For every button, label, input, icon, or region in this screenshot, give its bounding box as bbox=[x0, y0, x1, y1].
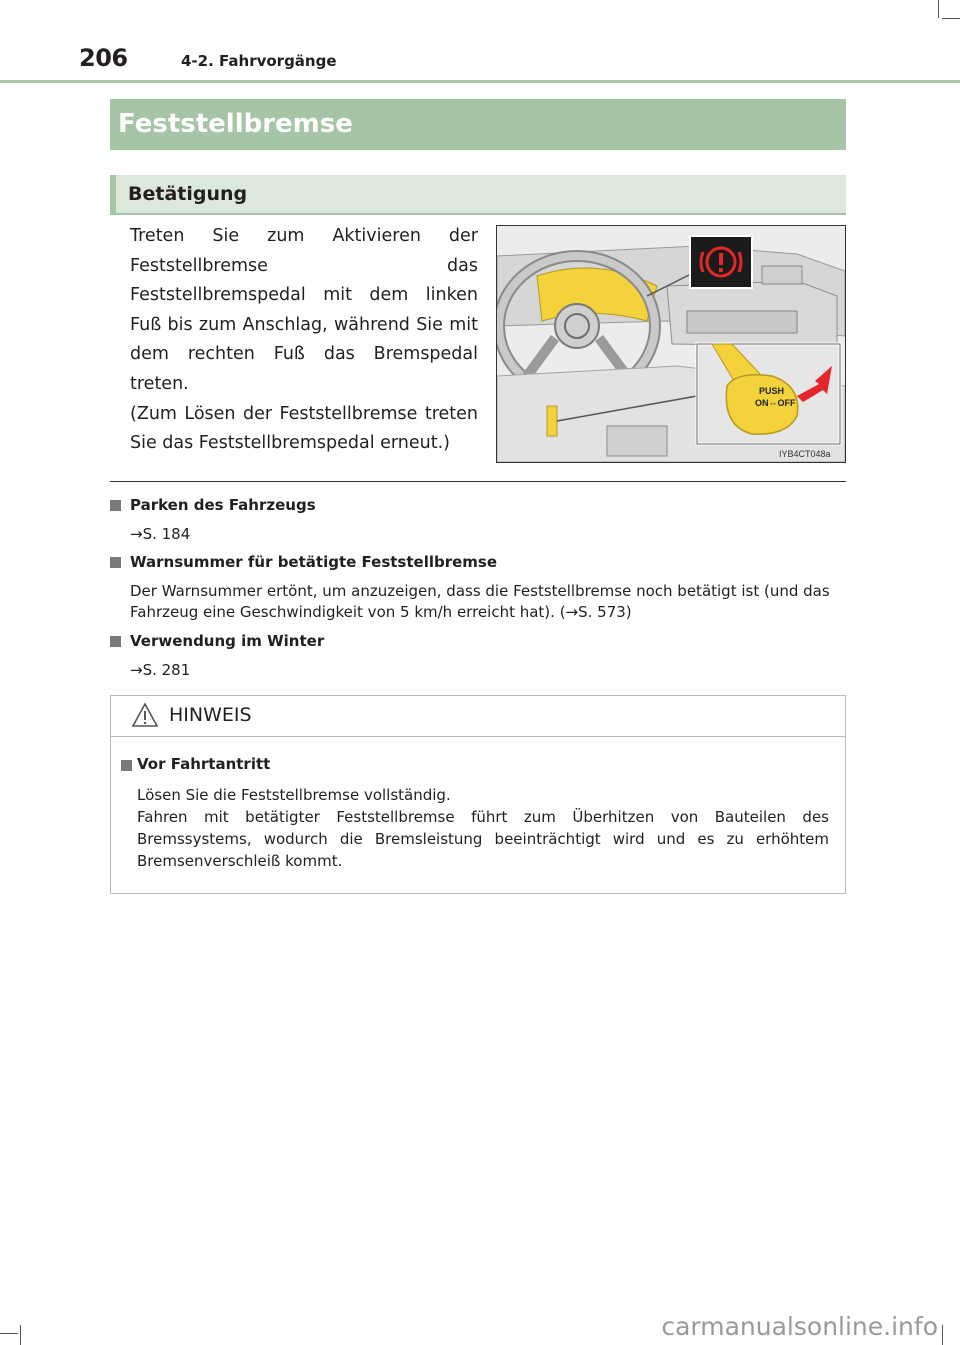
crop-mark bbox=[20, 1325, 21, 1345]
crop-mark bbox=[0, 1333, 18, 1334]
header-rule bbox=[0, 80, 960, 83]
section-divider bbox=[110, 481, 846, 482]
crop-mark bbox=[942, 1325, 943, 1345]
warning-triangle-icon bbox=[131, 702, 159, 728]
pedal-small bbox=[547, 406, 557, 436]
info-item-title: Warnsummer für betätigte Feststellbremse bbox=[130, 553, 498, 571]
crop-mark bbox=[942, 18, 960, 19]
square-bullet-icon bbox=[110, 500, 121, 511]
info-item-text: →S. 184 bbox=[130, 525, 191, 543]
pedal-label-onoff: ON⇔OFF bbox=[755, 398, 796, 408]
section-title-bar bbox=[110, 99, 846, 150]
pedal-closeup bbox=[697, 344, 840, 444]
square-bullet-icon bbox=[110, 636, 121, 647]
notice-item-title: Vor Fahrtantritt bbox=[137, 755, 271, 773]
intro-paragraph-release: (Zum Lösen der Feststellbremse treten Sie das Feststellbremspedal erneut.) bbox=[130, 403, 478, 454]
info-item-text: Der Warnsummer ertönt, um anzuzeigen, dass die Feststellbremse noch betätigt ist (und das Fahrzeug eine Geschwindigkeit von 5 km/h erreicht hat). (→S. 573) bbox=[130, 582, 830, 621]
subsection-bar bbox=[110, 175, 846, 215]
notice-box bbox=[110, 695, 846, 894]
square-bullet-icon bbox=[121, 760, 132, 771]
pedal-label-push: PUSH bbox=[759, 386, 785, 396]
watermark: carmanualsonline.info bbox=[661, 1312, 938, 1341]
subsection-title: Betätigung bbox=[128, 183, 248, 205]
page-number: 206 bbox=[79, 44, 128, 72]
crop-mark bbox=[938, 0, 939, 18]
illustration-code: IYB4CT048a bbox=[779, 449, 831, 459]
intro-paragraph: Treten Sie zum Aktivieren der Feststellbremse das Feststellbremspedal mit dem linken Fuß bis zum Anschlag, während Sie mit dem rechten Fuß das Bremspedal treten. bbox=[130, 226, 478, 394]
notice-line: Fahren mit betätigter Feststellbremse führt zum Überhitzen von Bauteilen des Bremssystems, wodurch die Bremsleistung beeinträchtigt wird und es zu erhöhtem Bremsenverschleiß kommt. bbox=[137, 808, 829, 870]
info-item-title: Verwendung im Winter bbox=[130, 632, 325, 650]
info-item-title: Parken des Fahrzeugs bbox=[130, 496, 316, 514]
intro-text bbox=[130, 222, 478, 459]
notice-label: HINWEIS bbox=[169, 704, 252, 726]
notice-item-text bbox=[137, 784, 829, 872]
subsection-marker bbox=[110, 175, 116, 213]
parking-brake-illustration bbox=[496, 225, 846, 463]
brake-warning-light bbox=[690, 236, 752, 288]
square-bullet-icon bbox=[110, 557, 121, 568]
notice-line: Lösen Sie die Feststellbremse vollständig. bbox=[137, 786, 451, 804]
info-item-text: →S. 281 bbox=[130, 661, 191, 679]
dashboard-drawing bbox=[497, 226, 845, 462]
chapter-title: 4-2. Fahrvorgänge bbox=[181, 52, 337, 70]
section-title: Feststellbremse bbox=[118, 109, 353, 139]
notice-header-rule bbox=[111, 736, 845, 737]
